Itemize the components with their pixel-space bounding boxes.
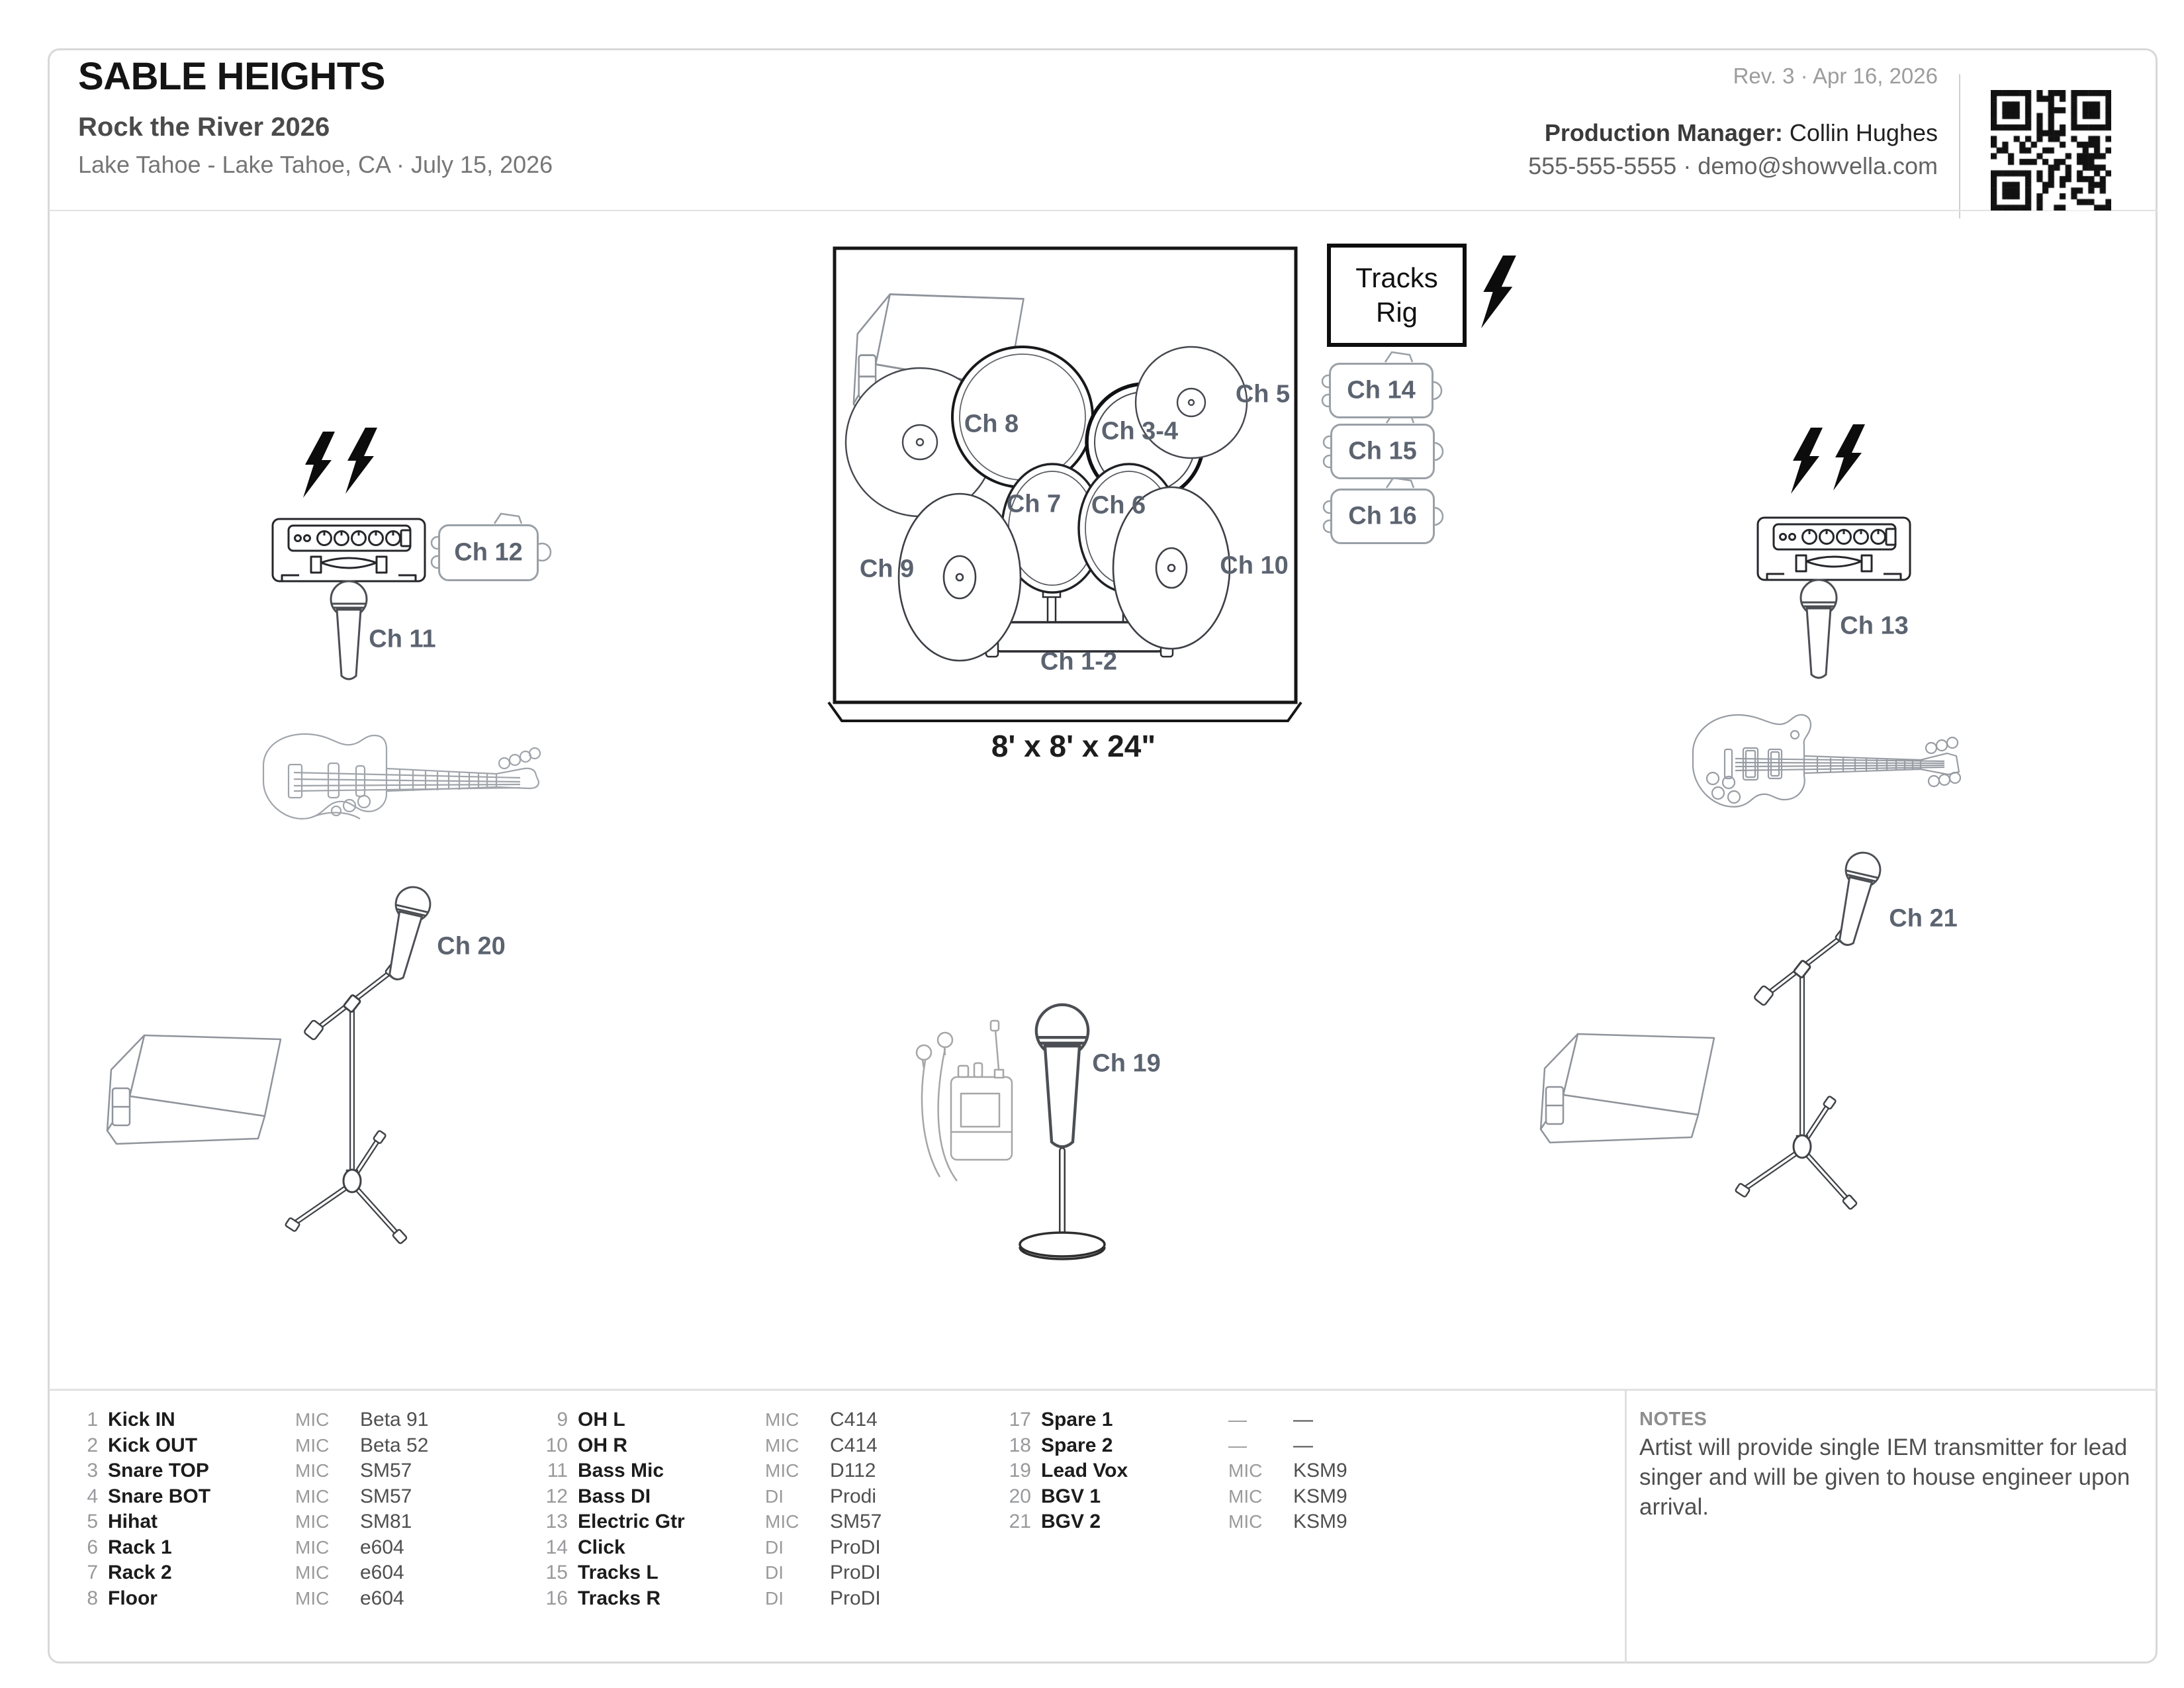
input-list-row	[536, 1560, 993, 1586]
input-list-row	[66, 1586, 523, 1612]
input-type: MIC	[295, 1536, 330, 1558]
input-name: Click	[578, 1536, 625, 1558]
wedge-monitor-icon	[1541, 1034, 1714, 1143]
input-name: Lead Vox	[1041, 1460, 1128, 1481]
input-name: Spare 1	[1041, 1409, 1113, 1430]
notes-body: Artist will provide single IEM transmitter for lead singer and will be given to house engineer upon arrival.	[1639, 1434, 2130, 1520]
input-name: Rack 1	[108, 1536, 172, 1558]
electric-guitar-icon	[1693, 715, 1960, 807]
input-list-row	[536, 1535, 993, 1561]
input-number: 11	[547, 1460, 568, 1481]
input-type: MIC	[295, 1511, 330, 1532]
input-number: 15	[545, 1562, 568, 1583]
input-type: MIC	[765, 1460, 799, 1481]
input-model: KSM9	[1293, 1460, 1347, 1481]
input-list-row	[66, 1509, 523, 1535]
input-type: MIC	[765, 1409, 799, 1430]
input-number: 21	[1009, 1511, 1031, 1532]
input-number: 19	[1009, 1460, 1031, 1481]
input-model: Beta 52	[360, 1434, 429, 1456]
input-number: 12	[545, 1485, 568, 1507]
power-drop-icon	[1481, 256, 1516, 328]
bass-amp-icon	[273, 519, 425, 581]
input-model: SM57	[360, 1460, 412, 1481]
input-model: —	[1293, 1409, 1313, 1430]
input-number: 14	[545, 1536, 568, 1558]
wedge-monitor-icon	[107, 1035, 281, 1144]
input-type: MIC	[1228, 1460, 1263, 1481]
input-list-row	[536, 1458, 993, 1484]
input-list-row	[536, 1509, 993, 1535]
input-number: 8	[87, 1587, 98, 1609]
input-model: SM57	[360, 1485, 412, 1507]
riser-dimensions-label: 8' x 8' x 24"	[991, 729, 1156, 763]
input-number: 5	[87, 1511, 98, 1532]
channel-label-ch-3-4: Ch 3-4	[1101, 417, 1179, 445]
input-list-row	[66, 1433, 523, 1459]
input-name: Tracks R	[578, 1587, 661, 1609]
input-list-row	[999, 1458, 1456, 1484]
guitar-amp-mic-icon	[1801, 580, 1837, 678]
input-name: BGV 1	[1041, 1485, 1101, 1507]
input-name: Tracks L	[578, 1562, 659, 1583]
input-list-row	[66, 1484, 523, 1510]
channel-label-ch-16: Ch 16	[1348, 502, 1417, 530]
input-model: Beta 91	[360, 1409, 429, 1430]
input-list-row	[999, 1433, 1456, 1459]
input-type: DI	[765, 1587, 784, 1609]
channel-label-ch-15: Ch 15	[1348, 437, 1417, 465]
power-drop-icon	[1791, 428, 1823, 494]
input-number: 6	[87, 1536, 98, 1558]
input-type: —	[1228, 1434, 1247, 1456]
input-number: 9	[557, 1409, 568, 1430]
input-name: Rack 2	[108, 1562, 172, 1583]
band-title: SABLE HEIGHTS	[78, 55, 385, 98]
input-type: MIC	[295, 1485, 330, 1507]
input-list-row	[66, 1560, 523, 1586]
channel-label-ch-12: Ch 12	[454, 538, 523, 567]
input-number: 10	[545, 1434, 568, 1456]
input-model: Prodi	[830, 1485, 877, 1507]
input-name: Kick IN	[108, 1409, 175, 1430]
channel-label-ch-9: Ch 9	[859, 555, 915, 583]
production-manager-name: Collin Hughes	[1782, 119, 1938, 146]
channel-label-ch-7: Ch 7	[1006, 490, 1062, 518]
power-drop-icon	[345, 428, 377, 494]
input-list-row	[999, 1407, 1456, 1433]
input-name: Hihat	[108, 1511, 158, 1532]
power-drop-icon	[1833, 424, 1865, 491]
input-number: 16	[545, 1587, 568, 1609]
input-model: C414	[830, 1409, 878, 1430]
input-number: 4	[87, 1485, 98, 1507]
channel-label-ch-21: Ch 21	[1889, 904, 1958, 933]
input-type: —	[1228, 1409, 1247, 1430]
input-list-row	[536, 1433, 993, 1459]
production-manager-label: Production Manager:	[1544, 119, 1783, 146]
event-name: Rock the River 2026	[78, 113, 330, 142]
channel-label-ch-6: Ch 6	[1091, 491, 1146, 520]
channel-label-ch-8: Ch 8	[964, 410, 1019, 438]
bass-guitar-icon	[263, 734, 540, 819]
channel-label-ch-10: Ch 10	[1220, 551, 1289, 580]
input-type: DI	[765, 1536, 784, 1558]
revision-line: Rev. 3 · Apr 16, 2026	[1733, 64, 1938, 88]
channel-label-ch-20: Ch 20	[437, 932, 506, 961]
input-model: KSM9	[1293, 1511, 1347, 1532]
input-name: Floor	[108, 1587, 158, 1609]
input-list-row	[999, 1509, 1456, 1535]
channel-label-ch-1-2: Ch 1-2	[1040, 647, 1118, 676]
input-list-row	[536, 1586, 993, 1612]
input-type: MIC	[295, 1562, 330, 1583]
input-list-row	[536, 1484, 993, 1510]
bass-amp-mic-icon	[331, 581, 367, 679]
input-type: MIC	[765, 1511, 799, 1532]
channel-label-ch-13: Ch 13	[1840, 612, 1909, 640]
input-name: OH R	[578, 1434, 627, 1456]
input-model: KSM9	[1293, 1485, 1347, 1507]
input-type: MIC	[295, 1460, 330, 1481]
input-list-row	[66, 1458, 523, 1484]
input-list-column-1	[66, 1407, 523, 1611]
input-model: SM57	[830, 1511, 882, 1532]
input-name: BGV 2	[1041, 1511, 1101, 1532]
input-type: DI	[765, 1485, 784, 1507]
channel-label-ch-5: Ch 5	[1235, 380, 1291, 408]
overhead-left-cymbal-icon	[899, 494, 1021, 661]
input-type: MIC	[295, 1434, 330, 1456]
channel-label-ch-19: Ch 19	[1092, 1049, 1161, 1078]
input-name: Bass DI	[578, 1485, 651, 1507]
input-model: ProDI	[830, 1562, 881, 1583]
qr-code	[1991, 90, 2111, 211]
input-name: Snare TOP	[108, 1460, 209, 1481]
input-model: SM81	[360, 1511, 412, 1532]
input-number: 17	[1009, 1409, 1031, 1430]
input-list-row	[536, 1407, 993, 1433]
input-type: DI	[765, 1562, 784, 1583]
input-model: e604	[360, 1587, 404, 1609]
input-model: e604	[360, 1562, 404, 1583]
input-model: —	[1293, 1434, 1313, 1456]
input-model: ProDI	[830, 1587, 881, 1609]
input-type: MIC	[1228, 1511, 1263, 1532]
input-number: 7	[87, 1562, 98, 1583]
venue-line: Lake Tahoe - Lake Tahoe, CA · July 15, 2026	[78, 151, 553, 178]
input-number: 2	[87, 1434, 98, 1456]
input-type: MIC	[295, 1587, 330, 1609]
input-list-row	[66, 1535, 523, 1561]
input-name: Electric Gtr	[578, 1511, 685, 1532]
input-name: OH L	[578, 1409, 625, 1430]
input-type: MIC	[1228, 1485, 1263, 1507]
input-list-row	[999, 1484, 1456, 1510]
input-type: MIC	[765, 1434, 799, 1456]
input-model: ProDI	[830, 1536, 881, 1558]
input-name: Spare 2	[1041, 1434, 1113, 1456]
power-drop-icon	[303, 432, 335, 498]
input-name: Snare BOT	[108, 1485, 211, 1507]
bgv1-mic-stand-icon	[285, 884, 433, 1244]
channel-label-ch-11: Ch 11	[369, 625, 436, 653]
input-number: 20	[1009, 1485, 1031, 1507]
input-number: 18	[1009, 1434, 1031, 1456]
lead-vox-mic-stand-icon	[1020, 1005, 1105, 1259]
guitar-amp-icon	[1758, 518, 1910, 580]
input-list-row	[66, 1407, 523, 1433]
input-name: Bass Mic	[578, 1460, 664, 1481]
input-number: 3	[87, 1460, 98, 1481]
notes-heading: NOTES	[1639, 1409, 1707, 1430]
input-model: D112	[830, 1460, 876, 1481]
bgv2-mic-stand-icon	[1735, 849, 1884, 1209]
tracks-rig-box: Tracks Rig	[1327, 244, 1467, 347]
input-model: e604	[360, 1536, 404, 1558]
input-type: MIC	[295, 1409, 330, 1430]
input-list-column-2	[536, 1407, 993, 1611]
input-model: C414	[830, 1434, 878, 1456]
input-number: 1	[87, 1409, 98, 1430]
input-list-column-3	[999, 1407, 1456, 1535]
contact-line: 555-555-5555 · demo@showvella.com	[1528, 152, 1938, 179]
input-name: Kick OUT	[108, 1434, 198, 1456]
iem-beltpack-icon	[917, 1021, 1012, 1181]
channel-label-ch-14: Ch 14	[1347, 376, 1416, 404]
input-number: 13	[545, 1511, 568, 1532]
